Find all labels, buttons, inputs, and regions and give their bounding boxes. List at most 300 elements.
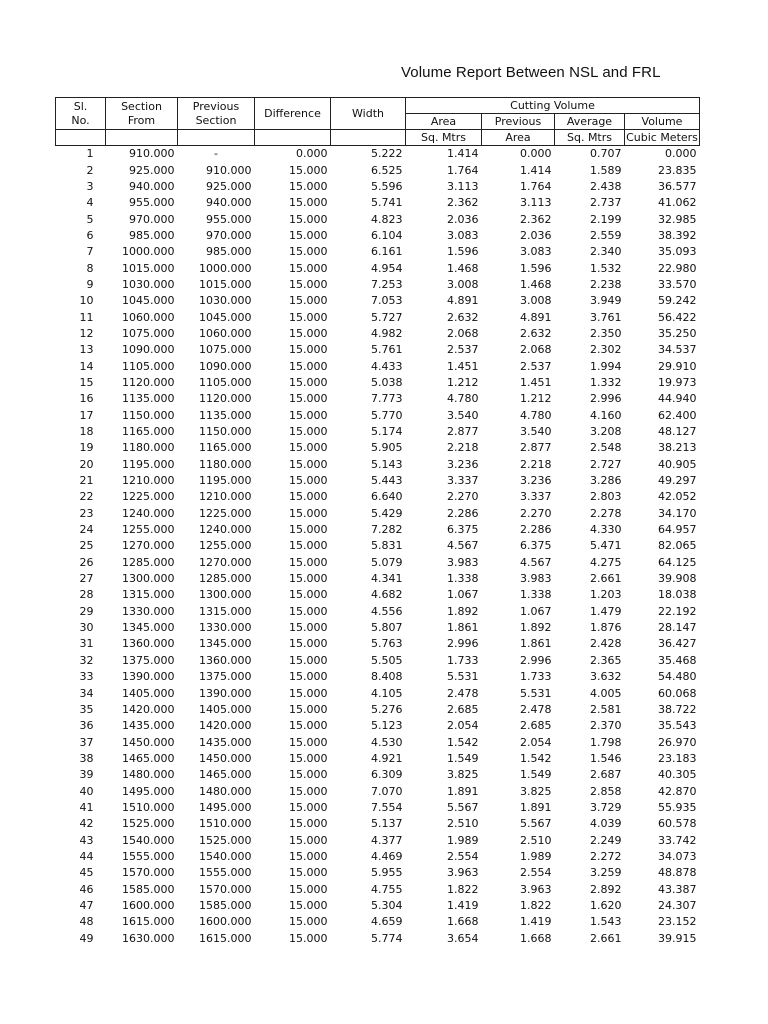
header-previous-section bbox=[178, 98, 255, 130]
cell-width: 5.276 bbox=[371, 702, 403, 716]
cell-sl-no: 27 bbox=[79, 572, 94, 586]
cell-difference: 15.000 bbox=[289, 849, 328, 863]
cell-previous-section: 1270.000 bbox=[199, 555, 252, 569]
table-row bbox=[56, 162, 700, 178]
cell-area: 3.083 bbox=[447, 228, 479, 242]
cell-difference: 15.000 bbox=[289, 228, 328, 242]
cell-average-area: 2.302 bbox=[590, 343, 622, 357]
header-section-line2: From bbox=[127, 113, 156, 127]
cell-difference: 15.000 bbox=[289, 441, 328, 455]
cell-previous-section: 1315.000 bbox=[199, 604, 252, 618]
header-difference-spacer bbox=[255, 130, 331, 146]
cell-average-area: 3.259 bbox=[590, 866, 622, 880]
cell-previous-area: 1.542 bbox=[520, 751, 552, 765]
cell-sl-no: 34 bbox=[79, 686, 94, 700]
cell-previous-area: 3.337 bbox=[520, 490, 552, 504]
cell-volume: 34.170 bbox=[658, 506, 697, 520]
cell-area: 3.825 bbox=[447, 768, 479, 782]
cell-volume: 55.935 bbox=[658, 800, 697, 814]
cell-volume: 24.307 bbox=[658, 898, 697, 912]
cell-previous-area: 2.068 bbox=[520, 343, 552, 357]
cell-difference: 15.000 bbox=[289, 686, 328, 700]
cell-difference: 15.000 bbox=[289, 261, 328, 275]
cell-previous-section: 1615.000 bbox=[199, 931, 252, 945]
cell-average-area: 2.803 bbox=[590, 490, 622, 504]
cell-sl-no: 44 bbox=[79, 849, 94, 863]
cell-difference: 15.000 bbox=[289, 555, 328, 569]
cell-area: 1.549 bbox=[447, 751, 479, 765]
cell-previous-area: 1.892 bbox=[520, 621, 552, 635]
cell-width: 7.282 bbox=[371, 523, 403, 537]
cell-sl-no: 14 bbox=[79, 359, 94, 373]
cell-area: 1.212 bbox=[447, 375, 479, 389]
cell-previous-section: 1360.000 bbox=[199, 653, 252, 667]
cell-average-area: 2.238 bbox=[590, 277, 622, 291]
cell-section-from: 1150.000 bbox=[122, 408, 175, 422]
cell-previous-section: 1420.000 bbox=[199, 719, 252, 733]
table-row bbox=[56, 457, 700, 473]
cell-difference: 15.000 bbox=[289, 539, 328, 553]
cell-width: 7.773 bbox=[371, 392, 403, 406]
cell-average-area: 2.687 bbox=[590, 768, 622, 782]
cell-section-from: 1405.000 bbox=[122, 686, 175, 700]
cell-width: 5.727 bbox=[371, 310, 403, 324]
cell-difference: 15.000 bbox=[289, 375, 328, 389]
cell-width: 5.429 bbox=[371, 506, 403, 520]
cell-area: 3.113 bbox=[447, 179, 479, 193]
cell-previous-area: 1.067 bbox=[520, 604, 552, 618]
table-row bbox=[56, 342, 700, 358]
table-row bbox=[56, 881, 700, 897]
cell-area: 1.596 bbox=[447, 245, 479, 259]
cell-previous-area: 2.685 bbox=[520, 719, 552, 733]
cell-volume: 38.722 bbox=[658, 702, 697, 716]
cell-average-area: 4.039 bbox=[590, 817, 622, 831]
cell-previous-section: 1030.000 bbox=[199, 294, 252, 308]
table-row bbox=[56, 898, 700, 914]
cell-width: 7.070 bbox=[371, 784, 403, 798]
cell-difference: 15.000 bbox=[289, 637, 328, 651]
cell-area: 5.531 bbox=[447, 670, 479, 684]
cell-average-area: 1.479 bbox=[590, 604, 622, 618]
cell-width: 5.774 bbox=[371, 931, 403, 945]
cell-average-area: 1.532 bbox=[590, 261, 622, 275]
cell-section-from: 1360.000 bbox=[122, 637, 175, 651]
cell-section-from: 1600.000 bbox=[122, 898, 175, 912]
cell-area: 3.983 bbox=[447, 555, 479, 569]
table-row bbox=[56, 653, 700, 669]
cell-area: 2.632 bbox=[447, 310, 479, 324]
cell-section-from: 1480.000 bbox=[122, 768, 175, 782]
cell-width: 4.341 bbox=[371, 572, 403, 586]
cell-difference: 15.000 bbox=[289, 408, 328, 422]
cell-average-area: 4.005 bbox=[590, 686, 622, 700]
header-sl-no bbox=[56, 98, 106, 130]
cell-volume: 64.125 bbox=[658, 555, 697, 569]
cell-sl-no: 45 bbox=[79, 866, 94, 880]
table-row bbox=[56, 718, 700, 734]
cell-average-area: 2.737 bbox=[590, 196, 622, 210]
cell-volume: 26.970 bbox=[658, 735, 697, 749]
cell-width: 5.770 bbox=[371, 408, 403, 422]
table-row bbox=[56, 522, 700, 538]
cell-width: 5.955 bbox=[371, 866, 403, 880]
cell-average-area: 0.707 bbox=[590, 147, 622, 161]
cell-previous-section: 1405.000 bbox=[199, 702, 252, 716]
cell-section-from: 1390.000 bbox=[122, 670, 175, 684]
cell-previous-area: 1.596 bbox=[520, 261, 552, 275]
cell-previous-section: 1105.000 bbox=[199, 375, 252, 389]
cell-section-from: 1555.000 bbox=[122, 849, 175, 863]
cell-previous-section: 1120.000 bbox=[199, 392, 252, 406]
table-row bbox=[56, 914, 700, 930]
cell-average-area: 2.996 bbox=[590, 392, 622, 406]
cell-sl-no: 41 bbox=[79, 800, 94, 814]
cell-sl-no: 25 bbox=[79, 539, 94, 553]
cell-sl-no: 3 bbox=[86, 179, 94, 193]
cell-volume: 35.543 bbox=[658, 719, 697, 733]
table-row bbox=[56, 865, 700, 881]
cell-previous-section: 1435.000 bbox=[199, 735, 252, 749]
cell-volume: 64.957 bbox=[658, 523, 697, 537]
table-row bbox=[56, 358, 700, 374]
cell-width: 5.038 bbox=[371, 375, 403, 389]
cell-area: 4.780 bbox=[447, 392, 479, 406]
cell-previous-area: 2.478 bbox=[520, 702, 552, 716]
cell-previous-section: 1330.000 bbox=[199, 621, 252, 635]
cell-sl-no: 15 bbox=[79, 375, 94, 389]
cell-average-area: 1.798 bbox=[590, 735, 622, 749]
header-prev-area-unit: Area bbox=[482, 130, 555, 146]
volume-report-table bbox=[55, 97, 700, 947]
cell-previous-section: 1390.000 bbox=[199, 686, 252, 700]
cell-difference: 15.000 bbox=[289, 751, 328, 765]
cell-previous-area: 4.780 bbox=[520, 408, 552, 422]
cell-difference: 15.000 bbox=[289, 392, 328, 406]
cell-difference: 15.000 bbox=[289, 572, 328, 586]
cell-width: 5.807 bbox=[371, 621, 403, 635]
header-volume-line1: Volume bbox=[641, 114, 683, 128]
cell-sl-no: 24 bbox=[79, 523, 94, 537]
cell-section-from: 1330.000 bbox=[122, 604, 175, 618]
cell-previous-section: 1375.000 bbox=[199, 670, 252, 684]
cell-previous-section: 1450.000 bbox=[199, 751, 252, 765]
header-volume-unit: Cubic Meters bbox=[626, 130, 698, 144]
cell-sl-no: 43 bbox=[79, 833, 94, 847]
header-cutting-volume: Cutting Volume bbox=[406, 98, 700, 114]
cell-average-area: 2.365 bbox=[590, 653, 622, 667]
cell-section-from: 1465.000 bbox=[122, 751, 175, 765]
table-row bbox=[56, 489, 700, 505]
cell-section-from: 1255.000 bbox=[122, 523, 175, 537]
cell-average-area: 2.438 bbox=[590, 179, 622, 193]
cell-section-from: 1165.000 bbox=[122, 425, 175, 439]
cell-previous-section: 1060.000 bbox=[199, 326, 252, 340]
cell-previous-section: 1150.000 bbox=[199, 425, 252, 439]
cell-average-area: 2.350 bbox=[590, 326, 622, 340]
cell-previous-area: 1.764 bbox=[520, 179, 552, 193]
cell-sl-no: 18 bbox=[79, 425, 94, 439]
cell-section-from: 1240.000 bbox=[122, 506, 175, 520]
cell-difference: 15.000 bbox=[289, 196, 328, 210]
cell-difference: 15.000 bbox=[289, 866, 328, 880]
cell-difference: 15.000 bbox=[289, 490, 328, 504]
cell-previous-section: 1600.000 bbox=[199, 915, 252, 929]
cell-previous-section: 1285.000 bbox=[199, 572, 252, 586]
cell-section-from: 1375.000 bbox=[122, 653, 175, 667]
cell-section-from: 1090.000 bbox=[122, 343, 175, 357]
table-row bbox=[56, 506, 700, 522]
cell-average-area: 1.876 bbox=[590, 621, 622, 635]
cell-previous-area: 1.468 bbox=[520, 277, 552, 291]
header-area-unit: Sq. Mtrs bbox=[406, 130, 482, 146]
cell-average-area: 2.548 bbox=[590, 441, 622, 455]
cell-width: 7.554 bbox=[371, 800, 403, 814]
cell-difference: 15.000 bbox=[289, 326, 328, 340]
cell-volume: 34.073 bbox=[658, 849, 697, 863]
cell-width: 5.443 bbox=[371, 474, 403, 488]
cell-volume: 43.387 bbox=[658, 882, 697, 896]
header-section-line1: Section bbox=[121, 99, 162, 113]
cell-previous-section: 1345.000 bbox=[199, 637, 252, 651]
cell-average-area: 1.994 bbox=[590, 359, 622, 373]
cell-sl-no: 42 bbox=[79, 817, 94, 831]
cell-previous-section: 1540.000 bbox=[199, 849, 252, 863]
cell-difference: 15.000 bbox=[289, 604, 328, 618]
cell-previous-section: 1180.000 bbox=[199, 457, 252, 471]
cell-volume: 48.127 bbox=[658, 425, 697, 439]
cell-volume: 32.985 bbox=[658, 212, 697, 226]
cell-width: 5.763 bbox=[371, 637, 403, 651]
cell-section-from: 1015.000 bbox=[122, 261, 175, 275]
cell-area: 3.236 bbox=[447, 457, 479, 471]
report-title: Volume Report Between NSL and FRL bbox=[401, 64, 661, 81]
cell-difference: 15.000 bbox=[289, 719, 328, 733]
cell-average-area: 4.160 bbox=[590, 408, 622, 422]
cell-width: 7.253 bbox=[371, 277, 403, 291]
cell-area: 1.764 bbox=[447, 163, 479, 177]
cell-average-area: 1.203 bbox=[590, 588, 622, 602]
cell-average-area: 2.272 bbox=[590, 849, 622, 863]
cell-sl-no: 35 bbox=[79, 702, 94, 716]
cell-volume: 40.905 bbox=[658, 457, 697, 471]
cell-previous-area: 3.963 bbox=[520, 882, 552, 896]
cell-width: 4.682 bbox=[371, 588, 403, 602]
cell-difference: 15.000 bbox=[289, 523, 328, 537]
cell-previous-area: 1.212 bbox=[520, 392, 552, 406]
header-area-line1: Area bbox=[430, 114, 457, 128]
cell-difference: 15.000 bbox=[289, 784, 328, 798]
cell-previous-area: 3.083 bbox=[520, 245, 552, 259]
cell-area: 3.337 bbox=[447, 474, 479, 488]
cell-previous-area: 2.218 bbox=[520, 457, 552, 471]
cell-average-area: 2.858 bbox=[590, 784, 622, 798]
cell-sl-no: 17 bbox=[79, 408, 94, 422]
cell-sl-no: 32 bbox=[79, 653, 94, 667]
cell-width: 4.755 bbox=[371, 882, 403, 896]
cell-previous-section: 925.000 bbox=[206, 179, 252, 193]
cell-previous-section: 1300.000 bbox=[199, 588, 252, 602]
cell-previous-section: 1255.000 bbox=[199, 539, 252, 553]
cell-average-area: 2.370 bbox=[590, 719, 622, 733]
cell-area: 3.540 bbox=[447, 408, 479, 422]
header-difference: Difference bbox=[255, 98, 331, 130]
cell-average-area: 2.199 bbox=[590, 212, 622, 226]
cell-volume: 23.152 bbox=[658, 915, 697, 929]
cell-previous-area: 4.567 bbox=[520, 555, 552, 569]
header-average bbox=[555, 114, 625, 130]
cell-previous-section: 1510.000 bbox=[199, 817, 252, 831]
table-row bbox=[56, 195, 700, 211]
cell-area: 2.685 bbox=[447, 702, 479, 716]
header-volume bbox=[625, 114, 700, 130]
cell-previous-area: 1.338 bbox=[520, 588, 552, 602]
cell-difference: 15.000 bbox=[289, 915, 328, 929]
cell-average-area: 3.761 bbox=[590, 310, 622, 324]
cell-previous-area: 2.632 bbox=[520, 326, 552, 340]
cell-section-from: 1345.000 bbox=[122, 621, 175, 635]
cell-previous-area: 5.567 bbox=[520, 817, 552, 831]
header-width: Width bbox=[331, 98, 406, 130]
cell-area: 1.067 bbox=[447, 588, 479, 602]
header-prev-area-line1: Previous bbox=[494, 114, 542, 128]
cell-difference: 15.000 bbox=[289, 898, 328, 912]
cell-sl-no: 10 bbox=[79, 294, 94, 308]
cell-average-area: 2.661 bbox=[590, 572, 622, 586]
table-row bbox=[56, 277, 700, 293]
cell-sl-no: 38 bbox=[79, 751, 94, 765]
cell-area: 1.542 bbox=[447, 735, 479, 749]
cell-area: 2.362 bbox=[447, 196, 479, 210]
cell-sl-no: 11 bbox=[79, 310, 94, 324]
cell-previous-section: 1555.000 bbox=[199, 866, 252, 880]
cell-area: 1.414 bbox=[447, 147, 479, 161]
cell-previous-area: 1.989 bbox=[520, 849, 552, 863]
cell-section-from: 1525.000 bbox=[122, 817, 175, 831]
cell-volume: 40.305 bbox=[658, 768, 697, 782]
cell-area: 2.996 bbox=[447, 637, 479, 651]
cell-volume: 48.878 bbox=[658, 866, 697, 880]
cell-area: 2.054 bbox=[447, 719, 479, 733]
cell-area: 1.892 bbox=[447, 604, 479, 618]
table-row bbox=[56, 228, 700, 244]
cell-sl-no: 48 bbox=[79, 915, 94, 929]
cell-section-from: 1495.000 bbox=[122, 784, 175, 798]
cell-section-from: 1540.000 bbox=[122, 833, 175, 847]
cell-area: 2.537 bbox=[447, 343, 479, 357]
cell-previous-area: 3.983 bbox=[520, 572, 552, 586]
cell-width: 5.079 bbox=[371, 555, 403, 569]
table-row bbox=[56, 587, 700, 603]
cell-area: 6.375 bbox=[447, 523, 479, 537]
cell-area: 1.822 bbox=[447, 882, 479, 896]
table-row bbox=[56, 783, 700, 799]
cell-area: 2.510 bbox=[447, 817, 479, 831]
table-row bbox=[56, 636, 700, 652]
header-area bbox=[406, 114, 482, 130]
table-body bbox=[56, 146, 700, 947]
cell-difference: 15.000 bbox=[289, 212, 328, 226]
cell-difference: 15.000 bbox=[289, 343, 328, 357]
cell-sl-no: 47 bbox=[79, 898, 94, 912]
cell-previous-section: 1570.000 bbox=[199, 882, 252, 896]
cell-previous-area: 3.236 bbox=[520, 474, 552, 488]
cell-width: 4.659 bbox=[371, 915, 403, 929]
cell-volume: 18.038 bbox=[658, 588, 697, 602]
cell-section-from: 1450.000 bbox=[122, 735, 175, 749]
table-row bbox=[56, 620, 700, 636]
table-row bbox=[56, 734, 700, 750]
cell-previous-section: 1465.000 bbox=[199, 768, 252, 782]
cell-area: 1.451 bbox=[447, 359, 479, 373]
cell-previous-section: - bbox=[214, 147, 218, 161]
table-row bbox=[56, 571, 700, 587]
table-row bbox=[56, 604, 700, 620]
cell-area: 1.861 bbox=[447, 621, 479, 635]
cell-section-from: 1045.000 bbox=[122, 294, 175, 308]
cell-previous-area: 3.825 bbox=[520, 784, 552, 798]
cell-average-area: 3.949 bbox=[590, 294, 622, 308]
cell-average-area: 2.428 bbox=[590, 637, 622, 651]
cell-width: 5.505 bbox=[371, 653, 403, 667]
cell-previous-section: 940.000 bbox=[206, 196, 252, 210]
cell-previous-section: 1000.000 bbox=[199, 261, 252, 275]
header-section-spacer bbox=[106, 130, 178, 146]
cell-previous-area: 5.531 bbox=[520, 686, 552, 700]
cell-previous-area: 1.451 bbox=[520, 375, 552, 389]
cell-difference: 15.000 bbox=[289, 474, 328, 488]
cell-sl-no: 46 bbox=[79, 882, 94, 896]
cell-difference: 15.000 bbox=[289, 702, 328, 716]
cell-section-from: 1000.000 bbox=[122, 245, 175, 259]
cell-sl-no: 37 bbox=[79, 735, 94, 749]
cell-area: 1.419 bbox=[447, 898, 479, 912]
cell-previous-area: 1.549 bbox=[520, 768, 552, 782]
cell-volume: 35.250 bbox=[658, 326, 697, 340]
cell-section-from: 1435.000 bbox=[122, 719, 175, 733]
cell-difference: 15.000 bbox=[289, 817, 328, 831]
cell-volume: 60.578 bbox=[658, 817, 697, 831]
cell-width: 5.831 bbox=[371, 539, 403, 553]
table-row bbox=[56, 473, 700, 489]
cell-difference: 15.000 bbox=[289, 163, 328, 177]
cell-previous-area: 1.861 bbox=[520, 637, 552, 651]
cell-difference: 15.000 bbox=[289, 359, 328, 373]
cell-volume: 39.915 bbox=[658, 931, 697, 945]
cell-sl-no: 20 bbox=[79, 457, 94, 471]
cell-volume: 82.065 bbox=[658, 539, 697, 553]
cell-width: 5.143 bbox=[371, 457, 403, 471]
table-row bbox=[56, 767, 700, 783]
cell-area: 1.989 bbox=[447, 833, 479, 847]
cell-volume: 35.468 bbox=[658, 653, 697, 667]
table-row bbox=[56, 931, 700, 947]
cell-previous-area: 2.270 bbox=[520, 506, 552, 520]
cell-section-from: 1585.000 bbox=[122, 882, 175, 896]
cell-area: 3.008 bbox=[447, 277, 479, 291]
cell-volume: 22.192 bbox=[658, 604, 697, 618]
cell-section-from: 970.000 bbox=[129, 212, 175, 226]
cell-sl-no: 31 bbox=[79, 637, 94, 651]
cell-section-from: 1615.000 bbox=[122, 915, 175, 929]
cell-difference: 15.000 bbox=[289, 179, 328, 193]
cell-sl-no: 23 bbox=[79, 506, 94, 520]
cell-previous-area: 1.891 bbox=[520, 800, 552, 814]
cell-area: 1.468 bbox=[447, 261, 479, 275]
cell-volume: 23.183 bbox=[658, 751, 697, 765]
table-row bbox=[56, 440, 700, 456]
cell-sl-no: 2 bbox=[86, 163, 94, 177]
